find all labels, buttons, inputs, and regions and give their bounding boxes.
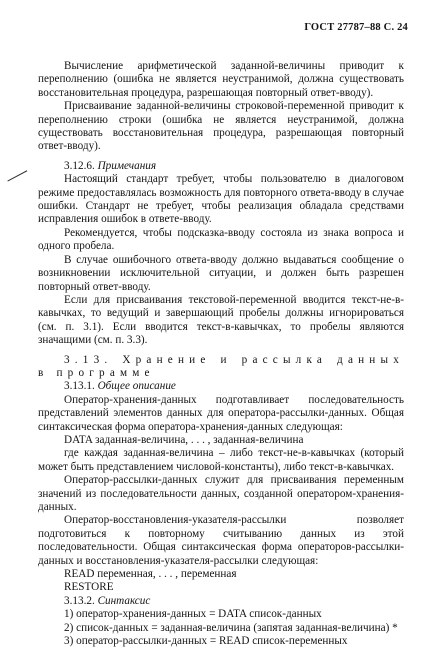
body-text [38, 60, 404, 648]
section-heading-3-12-6 [38, 160, 404, 173]
section-heading-3-13-1 [38, 380, 404, 393]
paragraph: Настоящий стандарт требует, чтобы пользователю в диалоговом режиме предоставлялась возможность для повторного ответа-вводу в случае ошибки. Стандарт не требует, чтобы реализация обладала средствами исправления ошибок в ответе-вводу. [38, 173, 404, 226]
statement-form: DATA заданная-величина, . . . , заданная-величина [64, 433, 304, 446]
syntax-rule: 2) список-данных = заданная-величина (запятая заданная-величина) * [64, 621, 398, 634]
section-heading-3-13: 3.13. Хранение и рассылка данных в программе [38, 353, 404, 379]
paragraph: В случае ошибочного ответа-вводу должно выдаваться сообщение о возникновении исключительной ситуации, и должен быть разрешен повторный ответ-вводу. [38, 253, 404, 293]
paragraph: Если для присваивания текстовой-переменной вводится текст-не-в-кавычках, то ведущий и завершающий пробелы должны игнорироваться (см. п. 3.1). Если вводится текст-в-кавычках, то пробелы являются значащими (см. п. 3.3). [38, 293, 404, 347]
paragraph: Оператор-хранения-данных подготавливает последовательность представлений элементов данных для оператора-рассылки-данных. Общая синтаксическая форма оператора-хранения-данных следующая: [38, 393, 404, 433]
section-number: 3.13.1. [64, 380, 95, 393]
section-heading-3-13-2 [38, 595, 404, 608]
section-title: Синтаксис [97, 594, 151, 607]
statement-form: READ переменная, . . . , переменная [64, 568, 237, 581]
paragraph: Рекомендуется, чтобы подсказка-вводу состояла из знака вопроса и одного пробела. [38, 226, 404, 253]
section-title: Общее описание [97, 380, 176, 393]
section-number: 3.13.2. [64, 594, 95, 607]
syntax-rule: 3) оператор-рассылки-данных = READ список-переменных [64, 635, 348, 648]
section-number: 3.12.6. [64, 159, 95, 172]
syntax-rule: 1) оператор-хранения-данных = DATA список-данных [64, 608, 322, 621]
paragraph: Оператор-рассылки-данных служит для присваивания переменным значений из последовательности данных, созданной оператором-хранения-данных. [38, 474, 404, 513]
paragraph: где каждая заданная-величина – либо текст-не-в-кавычках (который может быть представлением числовой-константы), либо текст-в-кавычках. [38, 447, 404, 473]
margin-pencil-mark [3, 161, 28, 181]
paragraph: Присваивание заданной-величины строковой-переменной приводит к переполнению строки (ошибка не является неустранимой, должна существовать восстановительная процедура, разрешающая повторный ответ-вводу). [38, 100, 404, 153]
paragraph: Вычисление арифметической заданной-величины приводит к переполнению (ошибка не является неустранимой, должна существовать восстановительная процедура, разрешающая повторный ответ-вводу). [38, 60, 404, 99]
paragraph: Оператор-восстановления-указателя-рассылки позволяет подготовиться к повторному считыванию данных из этой последовательности. Общая синтаксическая форма операторов-рассылки-данных и восстановления-указателя-рассылки следующая: [38, 514, 404, 567]
statement-form: RESTORE [64, 581, 114, 594]
page-header: ГОСТ 27787–88 С. 24 [304, 22, 408, 33]
section-title: Примечания [97, 159, 157, 172]
